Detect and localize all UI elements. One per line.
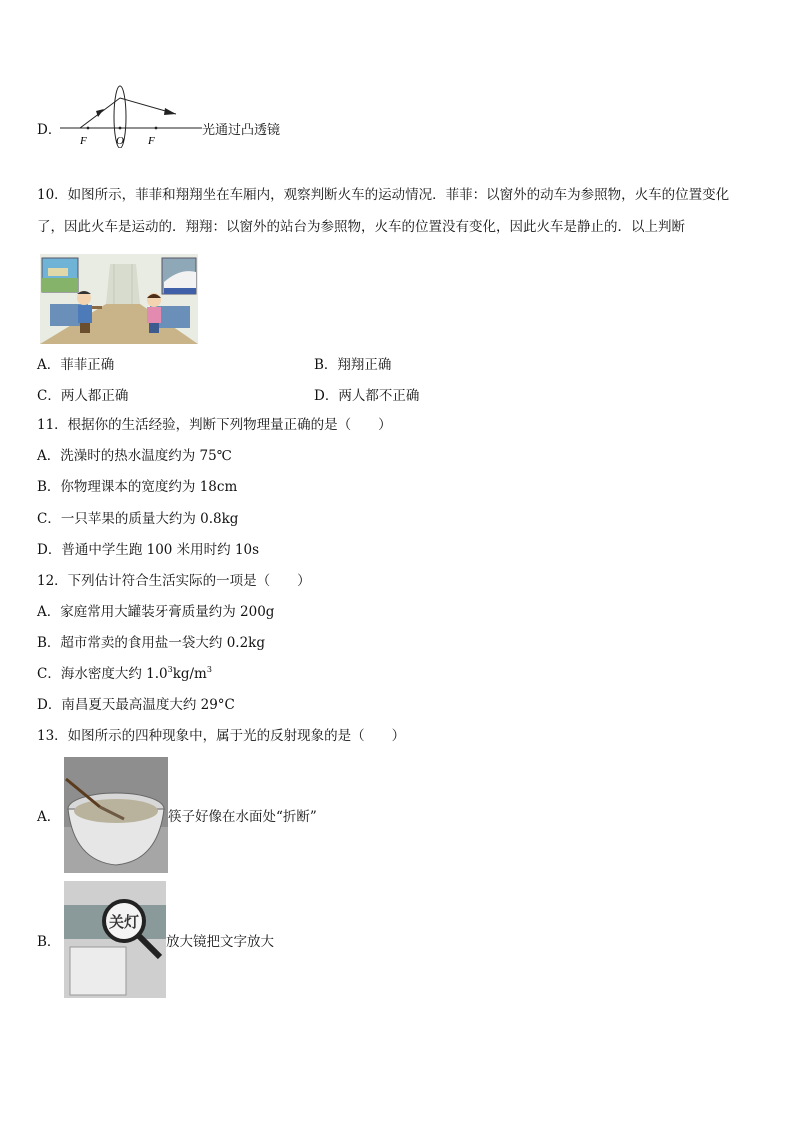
q10-option-d: D．两人都不正确 bbox=[314, 388, 420, 404]
train-carriage-image bbox=[40, 254, 198, 344]
q10-stem-line2: 了，因此火车是运动的．翔翔：以窗外的站台为参照物，火车的位置没有变化，因此火车是静止的．以上判断 bbox=[37, 219, 685, 235]
q12-option-c bbox=[37, 664, 212, 684]
q12-option-c-unit: kg/m bbox=[172, 666, 207, 682]
chopsticks-bowl-image bbox=[64, 757, 168, 873]
q11-option-c: C．一只苹果的质量大约为 0.8kg bbox=[37, 511, 239, 527]
q13-stem: 13．如图所示的四种现象中，属于光的反射现象的是（ ） bbox=[37, 728, 406, 744]
q13-option-b-label: B． bbox=[37, 934, 61, 950]
q12-option-c-prefix: C．海水密度大约 1.0 bbox=[37, 666, 168, 682]
ray-arrowhead bbox=[164, 108, 176, 115]
q12-option-c-exponent2: 3 bbox=[206, 665, 212, 674]
optical-center-label: O bbox=[116, 135, 124, 147]
q11-option-b: B．你物理课本的宽度约为 18cm bbox=[37, 479, 238, 495]
q12-option-d: D．南昌夏天最高温度大约 29°C bbox=[37, 697, 235, 713]
q10-option-a: A．菲菲正确 bbox=[37, 357, 115, 373]
q11-stem: 11．根据你的生活经验，判断下列物理量正确的是（ ） bbox=[37, 417, 392, 433]
q11-option-a: A．洗澡时的热水温度约为 75℃ bbox=[37, 448, 232, 464]
q12-option-b: B．超市常卖的食用盐一袋大约 0.2kg bbox=[37, 635, 266, 651]
focal-point-left bbox=[87, 127, 90, 130]
focal-label-right: F bbox=[148, 135, 155, 147]
q9-option-d-label: D． bbox=[37, 122, 62, 138]
q12-option-c-exponent1: 3 bbox=[167, 665, 173, 674]
magnified-sign-text: 关灯 bbox=[109, 913, 140, 931]
optical-center-dot bbox=[119, 127, 122, 130]
q9-diagram-caption: 光通过凸透镜 bbox=[202, 123, 281, 138]
q13-option-a-label: A． bbox=[37, 809, 61, 825]
incident-arrowhead bbox=[96, 109, 104, 117]
magnifier-sign-image bbox=[64, 881, 166, 998]
convex-lens-diagram bbox=[58, 84, 208, 148]
q12-stem: 12．下列估计符合生活实际的一项是（ ） bbox=[37, 573, 311, 589]
q11-option-d: D．普通中学生跑 100 米用时约 10s bbox=[37, 542, 260, 558]
focal-point-right bbox=[155, 127, 158, 130]
q10-option-b: B．翔翔正确 bbox=[314, 357, 392, 373]
q13-option-a-text: 筷子好像在水面处“折断” bbox=[168, 809, 317, 825]
q10-option-c: C．两人都正确 bbox=[37, 388, 129, 404]
q12-option-a: A．家庭常用大罐装牙膏质量约为 200g bbox=[37, 604, 275, 620]
q13-option-b-text: 放大镜把文字放大 bbox=[166, 934, 274, 950]
q10-stem-line1: 10．如图所示，菲菲和翔翔坐在车厢内，观察判断火车的运动情况．菲菲：以窗外的动车为参照物，火车的位置变化 bbox=[37, 187, 730, 203]
focal-label-left: F bbox=[80, 135, 87, 147]
